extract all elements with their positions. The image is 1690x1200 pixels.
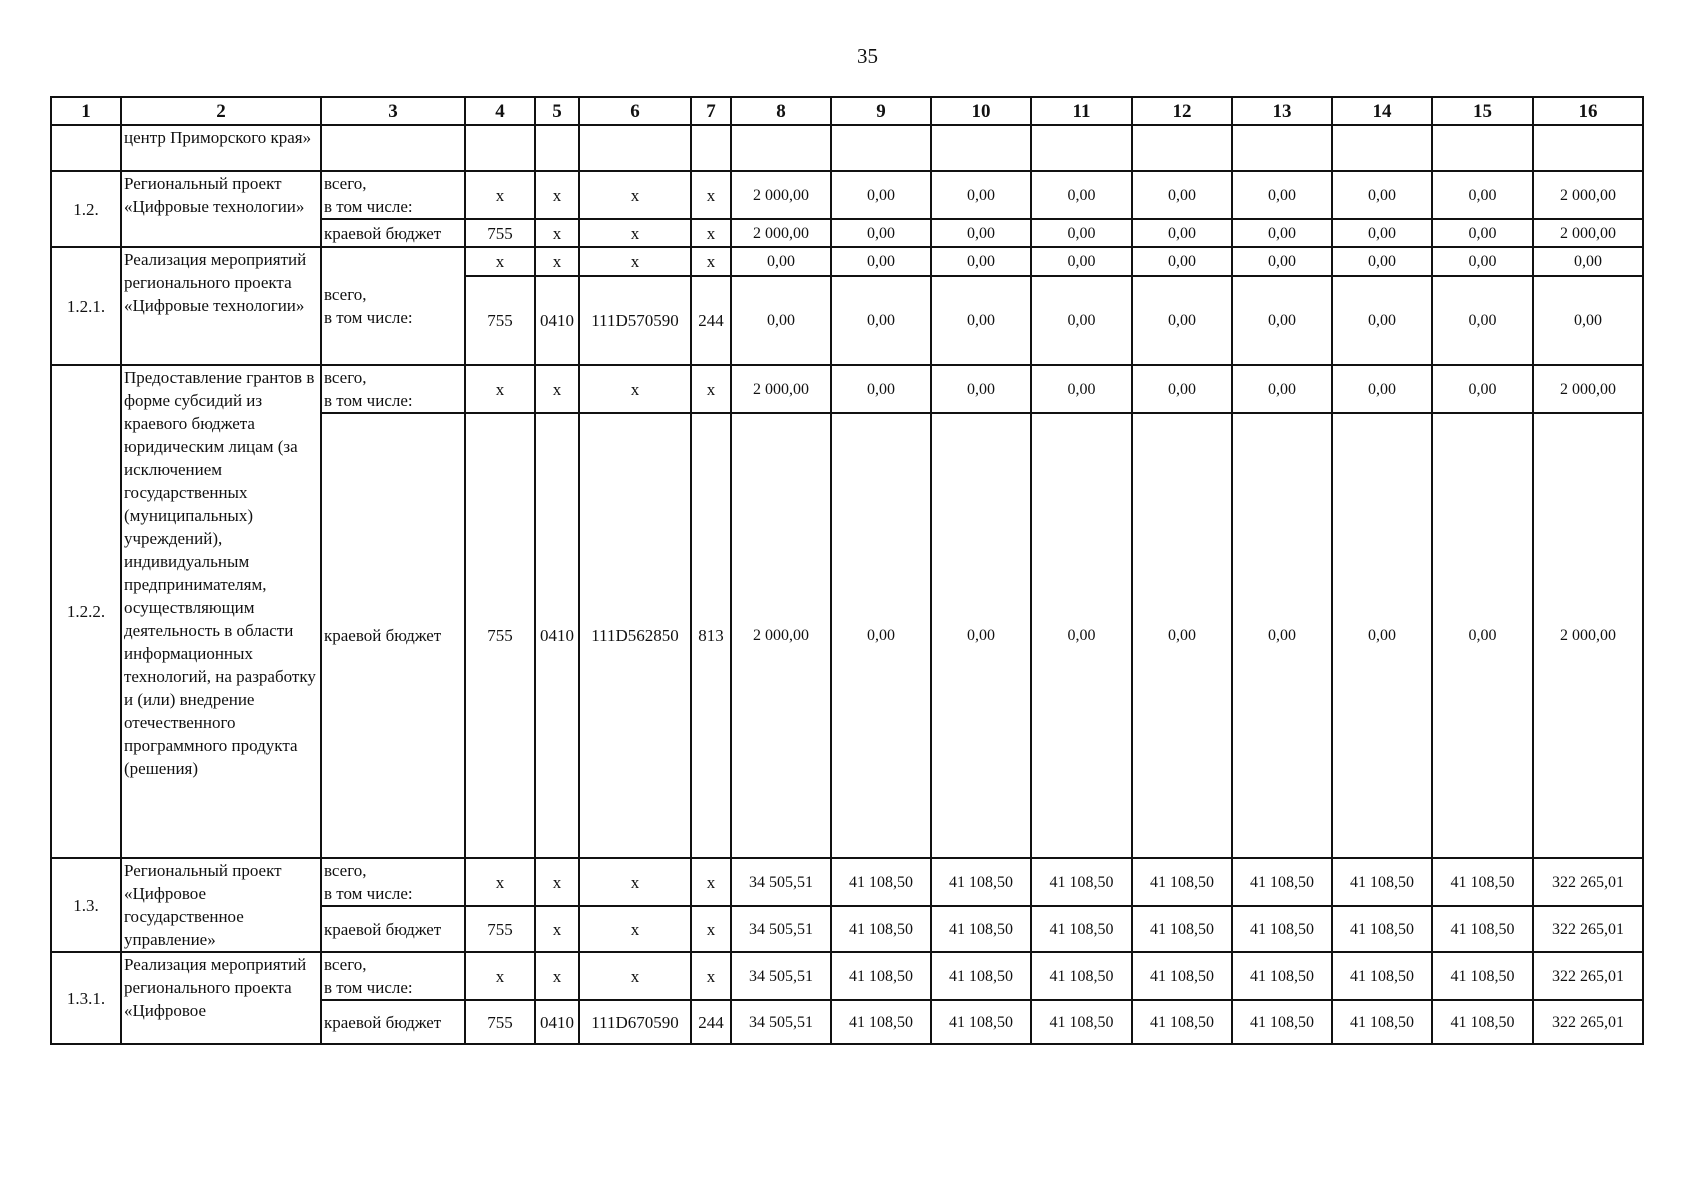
value-cell: 41 108,50 bbox=[1432, 1000, 1533, 1044]
grbs-cell: x bbox=[465, 365, 535, 413]
source-total-label: всего, в том числе: bbox=[321, 365, 465, 413]
vr-cell: x bbox=[691, 219, 731, 247]
table-row bbox=[51, 858, 1643, 906]
value-cell: 41 108,50 bbox=[831, 906, 931, 952]
row-name: Реализация мероприятий регионального проекта «Цифровое bbox=[121, 952, 321, 1044]
column-header: 15 bbox=[1432, 97, 1533, 125]
column-header: 14 bbox=[1332, 97, 1432, 125]
column-header: 6 bbox=[579, 97, 691, 125]
value-cell: 41 108,50 bbox=[1332, 858, 1432, 906]
value-cell: 0,00 bbox=[931, 219, 1031, 247]
value-cell: 2 000,00 bbox=[731, 219, 831, 247]
grbs-cell: 755 bbox=[465, 219, 535, 247]
value-cell: 41 108,50 bbox=[931, 952, 1031, 1000]
value-cell: 41 108,50 bbox=[931, 906, 1031, 952]
value-cell: 0,00 bbox=[1232, 365, 1332, 413]
rzpr-cell: 0410 bbox=[535, 1000, 579, 1044]
value-cell: 0,00 bbox=[1232, 276, 1332, 365]
value-cell: 41 108,50 bbox=[1432, 906, 1533, 952]
value-cell: 41 108,50 bbox=[1031, 858, 1132, 906]
value-cell: 322 265,01 bbox=[1533, 906, 1643, 952]
column-header: 9 bbox=[831, 97, 931, 125]
value-cell: 34 505,51 bbox=[731, 952, 831, 1000]
value-cell: 0,00 bbox=[931, 413, 1031, 858]
row-number: 1.2.2. bbox=[51, 365, 121, 858]
value-cell: 41 108,50 bbox=[931, 858, 1031, 906]
value-cell: 0,00 bbox=[1132, 247, 1232, 276]
source-total-label: всего, в том числе: bbox=[321, 171, 465, 219]
row-number bbox=[51, 125, 121, 171]
value-cell: 0,00 bbox=[1332, 365, 1432, 413]
grbs-cell: x bbox=[465, 858, 535, 906]
value-cell: 0,00 bbox=[731, 247, 831, 276]
rzpr-cell: x bbox=[535, 952, 579, 1000]
value-cell: 2 000,00 bbox=[1533, 219, 1643, 247]
value-cell: 0,00 bbox=[931, 247, 1031, 276]
column-header: 16 bbox=[1533, 97, 1643, 125]
value-cell: 41 108,50 bbox=[831, 952, 931, 1000]
table-row bbox=[51, 365, 1643, 413]
value-cell: 0,00 bbox=[1031, 171, 1132, 219]
value-cell: 0,00 bbox=[831, 276, 931, 365]
page-number: 35 bbox=[857, 44, 878, 68]
source-total-label: всего, в том числе: bbox=[321, 247, 465, 365]
source-total-label: всего, в том числе: bbox=[321, 952, 465, 1000]
value-cell: 0,00 bbox=[1432, 247, 1533, 276]
value-cell: 0,00 bbox=[1232, 171, 1332, 219]
rzpr-cell: x bbox=[535, 858, 579, 906]
rzpr-cell: 0410 bbox=[535, 413, 579, 858]
value-cell: 41 108,50 bbox=[1432, 952, 1533, 1000]
value-cell: 0,00 bbox=[1332, 276, 1432, 365]
value-cell: 0,00 bbox=[1332, 171, 1432, 219]
value-cell: 2 000,00 bbox=[1533, 413, 1643, 858]
value-cell: 0,00 bbox=[1132, 171, 1232, 219]
rzpr-cell: x bbox=[535, 219, 579, 247]
csr-cell: x bbox=[579, 365, 691, 413]
row-name: Предоставление грантов в форме субсидий из краевого бюджета юридическим лицам (за исключением государственных (муниципальных) учреждений), индивидуальным предпринимателям, осуществляющим деятельность в области информационных технологий, на разработку и (или) внедрение отечественного программного продукта (решения) bbox=[121, 365, 321, 858]
csr-cell: 111D562850 bbox=[579, 413, 691, 858]
value-cell: 0,00 bbox=[1432, 276, 1533, 365]
row-name: Региональный проект «Цифровое государственное управление» bbox=[121, 858, 321, 952]
value-cell: 322 265,01 bbox=[1533, 858, 1643, 906]
value-cell: 41 108,50 bbox=[1232, 952, 1332, 1000]
value-cell: 0,00 bbox=[1432, 413, 1533, 858]
row-name: Региональный проект «Цифровые технологии» bbox=[121, 171, 321, 247]
value-cell: 0,00 bbox=[1031, 219, 1132, 247]
vr-cell: x bbox=[691, 365, 731, 413]
value-cell: 41 108,50 bbox=[1332, 952, 1432, 1000]
value-cell: 34 505,51 bbox=[731, 1000, 831, 1044]
value-cell: 41 108,50 bbox=[1132, 1000, 1232, 1044]
csr-cell: x bbox=[579, 171, 691, 219]
value-cell: 0,00 bbox=[831, 171, 931, 219]
table-row bbox=[51, 171, 1643, 219]
value-cell: 2 000,00 bbox=[731, 365, 831, 413]
column-header: 5 bbox=[535, 97, 579, 125]
value-cell: 0,00 bbox=[1432, 171, 1533, 219]
value-cell: 0,00 bbox=[931, 171, 1031, 219]
value-cell: 322 265,01 bbox=[1533, 1000, 1643, 1044]
row-number: 1.3. bbox=[51, 858, 121, 952]
budget-table bbox=[50, 96, 1644, 1045]
row-number: 1.3.1. bbox=[51, 952, 121, 1044]
rzpr-cell: x bbox=[535, 247, 579, 276]
column-header: 8 bbox=[731, 97, 831, 125]
value-cell: 0,00 bbox=[1031, 276, 1132, 365]
value-cell: 322 265,01 bbox=[1533, 952, 1643, 1000]
vr-cell: x bbox=[691, 906, 731, 952]
row-name: Реализация мероприятий регионального проекта «Цифровые технологии» bbox=[121, 247, 321, 365]
vr-cell: x bbox=[691, 952, 731, 1000]
rzpr-cell: x bbox=[535, 906, 579, 952]
table-row bbox=[51, 952, 1643, 1000]
csr-cell: x bbox=[579, 906, 691, 952]
grbs-cell: 755 bbox=[465, 276, 535, 365]
rzpr-cell: x bbox=[535, 365, 579, 413]
value-cell: 41 108,50 bbox=[1132, 952, 1232, 1000]
value-cell: 0,00 bbox=[831, 247, 931, 276]
value-cell: 2 000,00 bbox=[1533, 171, 1643, 219]
value-cell: 0,00 bbox=[1132, 365, 1232, 413]
value-cell: 0,00 bbox=[831, 365, 931, 413]
value-cell: 41 108,50 bbox=[1232, 906, 1332, 952]
grbs-cell: x bbox=[465, 952, 535, 1000]
column-header: 1 bbox=[51, 97, 121, 125]
table-row bbox=[51, 125, 1643, 171]
column-header: 2 bbox=[121, 97, 321, 125]
grbs-cell: 755 bbox=[465, 906, 535, 952]
value-cell: 0,00 bbox=[1232, 219, 1332, 247]
value-cell: 0,00 bbox=[1432, 365, 1533, 413]
value-cell: 41 108,50 bbox=[1132, 858, 1232, 906]
column-header: 4 bbox=[465, 97, 535, 125]
value-cell: 0,00 bbox=[831, 219, 931, 247]
value-cell: 41 108,50 bbox=[1132, 906, 1232, 952]
value-cell: 41 108,50 bbox=[1332, 1000, 1432, 1044]
grbs-cell: x bbox=[465, 171, 535, 219]
source-regional-label: краевой бюджет bbox=[321, 219, 465, 247]
grbs-cell: 755 bbox=[465, 1000, 535, 1044]
value-cell: 41 108,50 bbox=[1232, 858, 1332, 906]
value-cell: 41 108,50 bbox=[831, 1000, 931, 1044]
value-cell: 41 108,50 bbox=[1031, 906, 1132, 952]
column-header: 10 bbox=[931, 97, 1031, 125]
source-regional-label: краевой бюджет bbox=[321, 906, 465, 952]
value-cell: 0,00 bbox=[1132, 219, 1232, 247]
grbs-cell: 755 bbox=[465, 413, 535, 858]
column-header: 12 bbox=[1132, 97, 1232, 125]
vr-cell: 244 bbox=[691, 1000, 731, 1044]
row-number: 1.2.1. bbox=[51, 247, 121, 365]
value-cell: 41 108,50 bbox=[1232, 1000, 1332, 1044]
value-cell: 0,00 bbox=[1332, 413, 1432, 858]
source-regional-label: краевой бюджет bbox=[321, 413, 465, 858]
value-cell: 0,00 bbox=[831, 413, 931, 858]
value-cell: 2 000,00 bbox=[731, 413, 831, 858]
value-cell: 0,00 bbox=[931, 276, 1031, 365]
value-cell: 41 108,50 bbox=[831, 858, 931, 906]
row-name: центр Приморского края» bbox=[121, 125, 321, 171]
value-cell: 0,00 bbox=[1232, 413, 1332, 858]
value-cell: 0,00 bbox=[731, 276, 831, 365]
vr-cell: 244 bbox=[691, 276, 731, 365]
source-total-label: всего, в том числе: bbox=[321, 858, 465, 906]
header-row bbox=[51, 97, 1643, 125]
value-cell: 0,00 bbox=[1432, 219, 1533, 247]
value-cell: 0,00 bbox=[1031, 247, 1132, 276]
value-cell: 34 505,51 bbox=[731, 906, 831, 952]
csr-cell: 111D670590 bbox=[579, 1000, 691, 1044]
value-cell: 2 000,00 bbox=[1533, 365, 1643, 413]
vr-cell: x bbox=[691, 247, 731, 276]
value-cell: 41 108,50 bbox=[1031, 952, 1132, 1000]
column-header: 13 bbox=[1232, 97, 1332, 125]
value-cell: 0,00 bbox=[1031, 365, 1132, 413]
value-cell: 41 108,50 bbox=[931, 1000, 1031, 1044]
value-cell: 2 000,00 bbox=[731, 171, 831, 219]
rzpr-cell: 0410 bbox=[535, 276, 579, 365]
grbs-cell: x bbox=[465, 247, 535, 276]
vr-cell: 813 bbox=[691, 413, 731, 858]
value-cell: 0,00 bbox=[1031, 413, 1132, 858]
vr-cell: x bbox=[691, 858, 731, 906]
column-header: 7 bbox=[691, 97, 731, 125]
csr-cell: x bbox=[579, 247, 691, 276]
csr-cell: 111D570590 bbox=[579, 276, 691, 365]
csr-cell: x bbox=[579, 952, 691, 1000]
value-cell: 0,00 bbox=[1533, 276, 1643, 365]
value-cell: 41 108,50 bbox=[1031, 1000, 1132, 1044]
value-cell: 0,00 bbox=[1332, 219, 1432, 247]
column-header: 11 bbox=[1031, 97, 1132, 125]
rzpr-cell: x bbox=[535, 171, 579, 219]
value-cell: 41 108,50 bbox=[1432, 858, 1533, 906]
source-regional-label: краевой бюджет bbox=[321, 1000, 465, 1044]
value-cell: 0,00 bbox=[1132, 276, 1232, 365]
value-cell: 0,00 bbox=[1332, 247, 1432, 276]
vr-cell: x bbox=[691, 171, 731, 219]
csr-cell: x bbox=[579, 858, 691, 906]
row-number: 1.2. bbox=[51, 171, 121, 247]
value-cell: 0,00 bbox=[931, 365, 1031, 413]
table-row bbox=[51, 247, 1643, 276]
column-header: 3 bbox=[321, 97, 465, 125]
value-cell: 0,00 bbox=[1232, 247, 1332, 276]
value-cell: 34 505,51 bbox=[731, 858, 831, 906]
value-cell: 41 108,50 bbox=[1332, 906, 1432, 952]
csr-cell: x bbox=[579, 219, 691, 247]
value-cell: 0,00 bbox=[1132, 413, 1232, 858]
value-cell: 0,00 bbox=[1533, 247, 1643, 276]
